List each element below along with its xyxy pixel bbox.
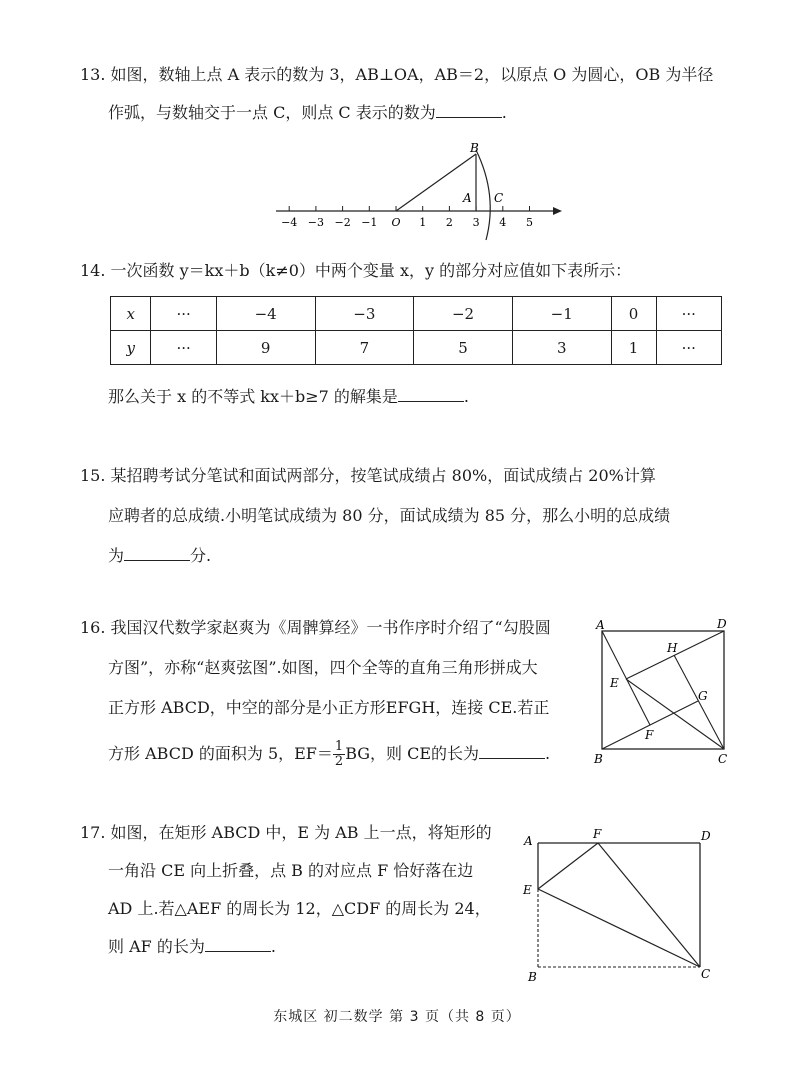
- fraction-numerator: 1: [334, 739, 344, 754]
- page-footer: 东城区 初二数学 第 3 页（共 8 页）: [273, 1009, 521, 1025]
- tick-label: O: [391, 216, 401, 229]
- segment-de: [626, 631, 724, 679]
- table-cell: −3: [315, 297, 414, 331]
- label-d: D: [717, 617, 727, 631]
- q14-answer-blank[interactable]: [398, 383, 464, 402]
- q16-period: .: [545, 744, 551, 763]
- question-15: [80, 456, 760, 576]
- tick-label: 4: [499, 216, 507, 229]
- q14-stem: 一次函数 y＝kx＋b（k≠0）中两个变量 x，y 的部分对应值如下表所示：: [110, 261, 632, 280]
- q13-line1: [80, 56, 760, 94]
- table-row: [111, 297, 722, 331]
- q17-line1: 如图，在矩形 ABCD 中，E 为 AB 上一点，将矩形的: [110, 823, 492, 842]
- table-cell: ···: [656, 331, 721, 365]
- q16-line3: 正方形 ABCD，中空的部分是小正方形EFGH，连接 CE.若正: [108, 698, 550, 717]
- q17-number: 17.: [80, 823, 106, 842]
- fraction-denominator: 2: [334, 754, 344, 769]
- q15-line3-post: 分.: [190, 546, 212, 565]
- table-row: [111, 331, 722, 365]
- q16-line4-pre: 方形 ABCD 的面积为 5，EF＝: [108, 744, 333, 763]
- q13-ticks: [281, 206, 533, 229]
- label-a: A: [524, 834, 533, 848]
- table-cell: 3: [512, 331, 611, 365]
- q13-line2-text: 作弧，与数轴交于一点 C，则点 C 表示的数为: [108, 103, 436, 122]
- q16-line4-mid: BG，则 CE的长为: [345, 744, 480, 763]
- q13-line2: [80, 94, 760, 132]
- label-c: C: [701, 967, 711, 981]
- q15-line3-pre: 为: [108, 546, 125, 565]
- label-g: G: [698, 689, 708, 703]
- label-b: B: [470, 141, 479, 155]
- table-cell: 0: [611, 297, 656, 331]
- table-cell: ···: [151, 331, 216, 365]
- table-cell: −4: [216, 297, 315, 331]
- label-a: A: [596, 618, 605, 632]
- table-cell: 7: [315, 331, 414, 365]
- q16-number: 16.: [80, 618, 106, 637]
- q16-line2: 方图”，亦称“赵爽弦图”.如图，四个全等的直角三角形拼成大: [108, 658, 538, 677]
- q15-number: 15.: [80, 466, 106, 485]
- tick-label: 2: [445, 216, 453, 229]
- question-13: [80, 56, 760, 132]
- q13-number-line-figure: [270, 140, 570, 246]
- label-b: B: [594, 752, 603, 766]
- tick-label: −1: [361, 216, 378, 229]
- label-e: E: [610, 676, 619, 690]
- table-cell: ···: [151, 297, 216, 331]
- label-a: A: [463, 191, 472, 205]
- label-c: C: [494, 191, 504, 205]
- q16-zhao-shuang-figure: [590, 615, 740, 767]
- label-f: F: [593, 827, 602, 841]
- tick-label: 1: [419, 216, 427, 229]
- q17-line4-pre: 则 AF 的长为: [108, 937, 205, 956]
- question-17: [80, 814, 520, 966]
- q14-period: .: [463, 387, 470, 406]
- label-c: C: [718, 752, 728, 766]
- segment-ef: [538, 843, 598, 889]
- table-cell: 1: [611, 331, 656, 365]
- label-h: H: [667, 641, 678, 655]
- segment-ce: [626, 679, 724, 749]
- table-cell: 5: [414, 331, 513, 365]
- q14-number: 14.: [80, 261, 106, 280]
- q15-line1: 某招聘考试分笔试和面试两部分，按笔试成绩占 80%，面试成绩占 20%计算: [110, 466, 656, 485]
- q16-answer-blank[interactable]: [479, 740, 545, 759]
- label-b: B: [528, 970, 537, 984]
- q13-number: 13.: [80, 65, 106, 84]
- q13-period: .: [501, 103, 507, 122]
- table-cell: −2: [414, 297, 513, 331]
- q17-answer-blank[interactable]: [205, 933, 271, 952]
- tick-label: −3: [307, 216, 325, 229]
- q15-answer-blank[interactable]: [124, 542, 190, 561]
- q17-line2: 一角沿 CE 向上折叠，点 B 的对应点 F 恰好落在边: [108, 861, 474, 880]
- table-cell: x: [111, 297, 151, 331]
- label-f: F: [645, 728, 654, 742]
- table-cell: ···: [656, 297, 721, 331]
- tick-label: 5: [526, 216, 533, 229]
- q17-period: .: [270, 937, 276, 956]
- q16-line1: 我国汉代数学家赵爽为《周髀算经》一书作序时介绍了“勾股圆: [110, 618, 551, 637]
- segment-fc: [598, 843, 700, 967]
- q14-follow-text: 那么关于 x 的不等式 kx＋b≥7 的解集是: [108, 387, 398, 406]
- q17-folding-figure: [520, 825, 720, 985]
- table-cell: −1: [512, 297, 611, 331]
- label-d: D: [701, 829, 711, 843]
- segment-ec: [538, 889, 700, 967]
- q17-line3: AD 上.若△AEF 的周长为 12，△CDF 的周长为 24，: [108, 899, 491, 918]
- q14-value-table: [110, 296, 722, 365]
- q16-fraction: [333, 740, 345, 769]
- q13-line1-text: 如图，数轴上点 A 表示的数为 3，AB⊥OA，AB＝2，以原点 O 为圆心，OB 为半径: [110, 65, 714, 84]
- table-cell: y: [111, 331, 151, 365]
- table-cell: 9: [216, 331, 315, 365]
- q14-follow: [108, 378, 758, 416]
- label-e: E: [523, 883, 532, 897]
- q13-answer-blank[interactable]: [436, 99, 502, 118]
- tick-label: −2: [334, 216, 351, 229]
- tick-label: −4: [281, 216, 298, 229]
- q15-line2: 应聘者的总成绩.小明笔试成绩为 80 分，面试成绩为 85 分，那么小明的总成绩: [108, 506, 671, 525]
- tick-label: 3: [472, 216, 480, 229]
- question-14: [80, 252, 760, 290]
- question-16: [80, 608, 590, 774]
